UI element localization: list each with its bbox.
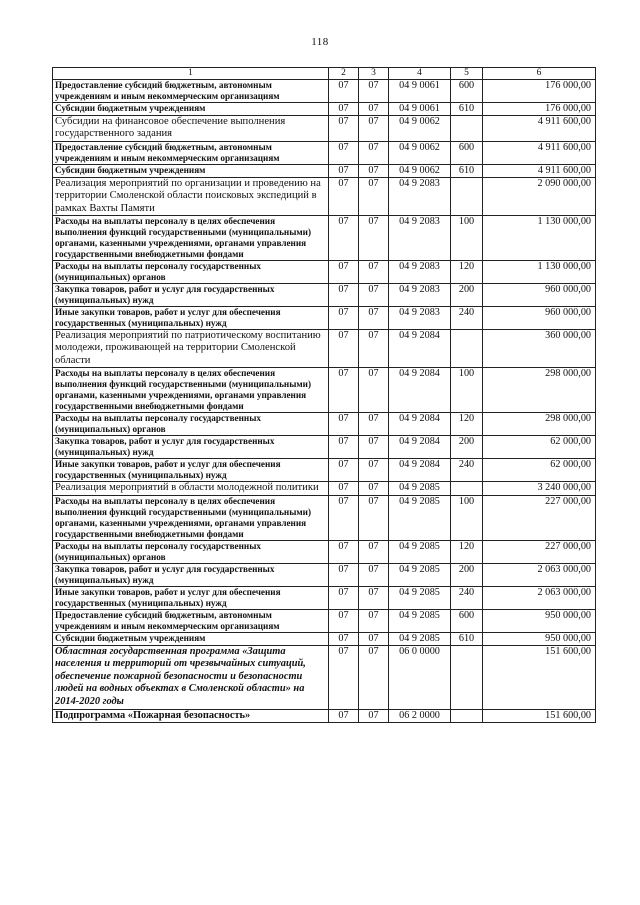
row-subsection-cell: 07 <box>359 482 389 495</box>
row-section-cell: 07 <box>329 540 359 563</box>
row-section-cell: 07 <box>329 709 359 722</box>
row-subsection-cell: 07 <box>359 540 389 563</box>
row-name-cell: Иные закупки товаров, работ и услуг для обеспечения государственных (муниципальных) нужд <box>53 307 329 330</box>
row-section-cell: 07 <box>329 609 359 632</box>
row-name-cell: Расходы на выплаты персоналу в целях обеспечения выполнения функций государственными (муниципальными) органами, казенными учреждениями, органами управления государственными внебюджетными фондами <box>53 216 329 261</box>
row-expense-type-cell <box>451 177 483 215</box>
row-subsection-cell: 07 <box>359 563 389 586</box>
row-target-article-cell: 04 9 2083 <box>389 307 451 330</box>
row-section-cell: 07 <box>329 495 359 540</box>
row-amount-cell: 2 063 000,00 <box>483 563 596 586</box>
row-amount-cell: 227 000,00 <box>483 540 596 563</box>
row-section-cell: 07 <box>329 482 359 495</box>
table-row <box>53 495 596 540</box>
row-amount-cell: 151 600,00 <box>483 645 596 709</box>
row-target-article-cell: 04 9 2085 <box>389 563 451 586</box>
row-amount-cell: 62 000,00 <box>483 436 596 459</box>
row-amount-cell: 1 130 000,00 <box>483 261 596 284</box>
row-section-cell: 07 <box>329 177 359 215</box>
row-subsection-cell: 07 <box>359 413 389 436</box>
row-amount-cell: 2 063 000,00 <box>483 586 596 609</box>
header-cell: 2 <box>329 68 359 80</box>
row-amount-cell: 62 000,00 <box>483 459 596 482</box>
row-subsection-cell: 07 <box>359 177 389 215</box>
row-expense-type-cell: 240 <box>451 586 483 609</box>
row-section-cell: 07 <box>329 116 359 142</box>
row-amount-cell: 950 000,00 <box>483 609 596 632</box>
header-cell: 1 <box>53 68 329 80</box>
row-expense-type-cell <box>451 645 483 709</box>
row-amount-cell: 960 000,00 <box>483 284 596 307</box>
row-expense-type-cell: 120 <box>451 413 483 436</box>
table-row <box>53 177 596 215</box>
table-row <box>53 307 596 330</box>
table-row <box>53 330 596 368</box>
row-subsection-cell: 07 <box>359 284 389 307</box>
row-amount-cell: 950 000,00 <box>483 632 596 645</box>
page-number: 118 <box>311 36 329 48</box>
row-section-cell: 07 <box>329 632 359 645</box>
table-row <box>53 436 596 459</box>
row-subsection-cell: 07 <box>359 632 389 645</box>
row-name-cell: Расходы на выплаты персоналу государственных (муниципальных) органов <box>53 261 329 284</box>
row-name-cell: Расходы на выплаты персоналу в целях обеспечения выполнения функций государственными (муниципальными) органами, казенными учреждениями, органами управления государственными внебюджетными фондами <box>53 495 329 540</box>
row-name-cell: Предоставление субсидий бюджетным, автономным учреждениям и иным некоммерческим организациям <box>53 80 329 103</box>
row-section-cell: 07 <box>329 284 359 307</box>
row-target-article-cell: 06 2 0000 <box>389 709 451 722</box>
table-row <box>53 632 596 645</box>
row-target-article-cell: 04 9 2085 <box>389 609 451 632</box>
row-amount-cell: 298 000,00 <box>483 368 596 413</box>
row-section-cell: 07 <box>329 330 359 368</box>
row-name-cell: Субсидии бюджетным учреждениям <box>53 164 329 177</box>
row-amount-cell: 1 130 000,00 <box>483 216 596 261</box>
row-expense-type-cell: 600 <box>451 141 483 164</box>
row-expense-type-cell: 100 <box>451 495 483 540</box>
row-target-article-cell: 04 9 2083 <box>389 284 451 307</box>
table-row <box>53 261 596 284</box>
header-cell: 4 <box>389 68 451 80</box>
row-target-article-cell: 04 9 2085 <box>389 632 451 645</box>
row-expense-type-cell: 200 <box>451 436 483 459</box>
table-row <box>53 482 596 495</box>
row-subsection-cell: 07 <box>359 330 389 368</box>
row-target-article-cell: 04 9 0062 <box>389 116 451 142</box>
row-target-article-cell: 04 9 2083 <box>389 177 451 215</box>
table-row <box>53 586 596 609</box>
row-section-cell: 07 <box>329 307 359 330</box>
row-expense-type-cell: 200 <box>451 284 483 307</box>
row-subsection-cell: 07 <box>359 586 389 609</box>
row-name-cell: Субсидии бюджетным учреждениям <box>53 632 329 645</box>
row-subsection-cell: 07 <box>359 164 389 177</box>
row-expense-type-cell: 600 <box>451 609 483 632</box>
row-name-cell: Предоставление субсидий бюджетным, автономным учреждениям и иным некоммерческим организациям <box>53 141 329 164</box>
row-expense-type-cell: 610 <box>451 164 483 177</box>
row-name-cell: Закупка товаров, работ и услуг для государственных (муниципальных) нужд <box>53 284 329 307</box>
row-expense-type-cell: 100 <box>451 368 483 413</box>
row-subsection-cell: 07 <box>359 436 389 459</box>
row-section-cell: 07 <box>329 261 359 284</box>
row-amount-cell: 2 090 000,00 <box>483 177 596 215</box>
row-name-cell: Предоставление субсидий бюджетным, автономным учреждениям и иным некоммерческим организациям <box>53 609 329 632</box>
row-target-article-cell: 04 9 0062 <box>389 141 451 164</box>
table-row <box>53 540 596 563</box>
row-name-cell: Закупка товаров, работ и услуг для государственных (муниципальных) нужд <box>53 563 329 586</box>
row-section-cell: 07 <box>329 103 359 116</box>
table-row <box>53 459 596 482</box>
row-name-cell: Подпрограмма «Пожарная безопасность» <box>53 709 329 722</box>
row-subsection-cell: 07 <box>359 103 389 116</box>
row-target-article-cell: 04 9 2084 <box>389 413 451 436</box>
row-section-cell: 07 <box>329 216 359 261</box>
row-target-article-cell: 04 9 2084 <box>389 436 451 459</box>
row-expense-type-cell: 240 <box>451 459 483 482</box>
row-section-cell: 07 <box>329 459 359 482</box>
row-name-cell: Расходы на выплаты персоналу государственных (муниципальных) органов <box>53 413 329 436</box>
row-target-article-cell: 04 9 2083 <box>389 216 451 261</box>
row-section-cell: 07 <box>329 141 359 164</box>
row-expense-type-cell: 610 <box>451 103 483 116</box>
row-name-cell: Иные закупки товаров, работ и услуг для обеспечения государственных (муниципальных) нужд <box>53 586 329 609</box>
row-subsection-cell: 07 <box>359 80 389 103</box>
row-target-article-cell: 04 9 2083 <box>389 261 451 284</box>
row-expense-type-cell: 120 <box>451 540 483 563</box>
table-row <box>53 141 596 164</box>
row-expense-type-cell: 600 <box>451 80 483 103</box>
table-row <box>53 80 596 103</box>
row-subsection-cell: 07 <box>359 307 389 330</box>
row-amount-cell: 4 911 600,00 <box>483 116 596 142</box>
row-target-article-cell: 04 9 2085 <box>389 586 451 609</box>
row-expense-type-cell: 240 <box>451 307 483 330</box>
table-row <box>53 368 596 413</box>
table-row <box>53 709 596 722</box>
row-target-article-cell: 04 9 0061 <box>389 80 451 103</box>
row-subsection-cell: 07 <box>359 216 389 261</box>
table-row <box>53 563 596 586</box>
row-expense-type-cell <box>451 116 483 142</box>
row-target-article-cell: 04 9 2084 <box>389 368 451 413</box>
table-body <box>53 68 596 723</box>
row-subsection-cell: 07 <box>359 116 389 142</box>
table-header-row <box>53 68 596 80</box>
row-section-cell: 07 <box>329 164 359 177</box>
row-target-article-cell: 04 9 0061 <box>389 103 451 116</box>
row-amount-cell: 960 000,00 <box>483 307 596 330</box>
row-amount-cell: 176 000,00 <box>483 80 596 103</box>
row-target-article-cell: 04 9 2084 <box>389 459 451 482</box>
row-target-article-cell: 04 9 0062 <box>389 164 451 177</box>
row-subsection-cell: 07 <box>359 609 389 632</box>
row-expense-type-cell: 610 <box>451 632 483 645</box>
row-amount-cell: 3 240 000,00 <box>483 482 596 495</box>
row-section-cell: 07 <box>329 645 359 709</box>
row-name-cell: Закупка товаров, работ и услуг для государственных (муниципальных) нужд <box>53 436 329 459</box>
row-subsection-cell: 07 <box>359 261 389 284</box>
row-subsection-cell: 07 <box>359 645 389 709</box>
row-expense-type-cell <box>451 709 483 722</box>
table-row <box>53 413 596 436</box>
row-name-cell: Расходы на выплаты персоналу в целях обеспечения выполнения функций государственными (муниципальными) органами, казенными учреждениями, органами управления государственными внебюджетными фондами <box>53 368 329 413</box>
row-target-article-cell: 06 0 0000 <box>389 645 451 709</box>
row-expense-type-cell: 100 <box>451 216 483 261</box>
row-name-cell: Реализация мероприятий по патриотическому воспитанию молодежи, проживающей на территории Смоленской области <box>53 330 329 368</box>
table-row <box>53 645 596 709</box>
table-row <box>53 216 596 261</box>
table-row <box>53 284 596 307</box>
row-subsection-cell: 07 <box>359 141 389 164</box>
header-cell: 3 <box>359 68 389 80</box>
row-name-cell: Субсидии на финансовое обеспечение выполнения государственного задания <box>53 116 329 142</box>
row-expense-type-cell: 200 <box>451 563 483 586</box>
row-target-article-cell: 04 9 2085 <box>389 495 451 540</box>
row-name-cell: Областная государственная программа «Защита населения и территорий от чрезвычайных ситуаций, обеспечение пожарной безопасности и безопасности людей на водных объектах в Смоленской области» на 2014-2020 годы <box>53 645 329 709</box>
header-cell: 6 <box>483 68 596 80</box>
row-name-cell: Расходы на выплаты персоналу государственных (муниципальных) органов <box>53 540 329 563</box>
row-target-article-cell: 04 9 2085 <box>389 482 451 495</box>
row-subsection-cell: 07 <box>359 368 389 413</box>
row-name-cell: Иные закупки товаров, работ и услуг для обеспечения государственных (муниципальных) нужд <box>53 459 329 482</box>
row-amount-cell: 151 600,00 <box>483 709 596 722</box>
row-section-cell: 07 <box>329 413 359 436</box>
row-amount-cell: 298 000,00 <box>483 413 596 436</box>
table-row <box>53 103 596 116</box>
row-expense-type-cell: 120 <box>451 261 483 284</box>
row-section-cell: 07 <box>329 436 359 459</box>
row-target-article-cell: 04 9 2084 <box>389 330 451 368</box>
row-name-cell: Реализация мероприятий по организации и проведению на территории Смоленской области поисковых экспедиций в рамках Вахты Памяти <box>53 177 329 215</box>
row-amount-cell: 227 000,00 <box>483 495 596 540</box>
row-section-cell: 07 <box>329 80 359 103</box>
table-row <box>53 609 596 632</box>
row-amount-cell: 176 000,00 <box>483 103 596 116</box>
row-name-cell: Субсидии бюджетным учреждениям <box>53 103 329 116</box>
budget-table <box>52 67 596 723</box>
row-target-article-cell: 04 9 2085 <box>389 540 451 563</box>
table-row <box>53 116 596 142</box>
row-amount-cell: 360 000,00 <box>483 330 596 368</box>
row-section-cell: 07 <box>329 586 359 609</box>
row-amount-cell: 4 911 600,00 <box>483 164 596 177</box>
row-name-cell: Реализация мероприятий в области молодежной политики <box>53 482 329 495</box>
row-amount-cell: 4 911 600,00 <box>483 141 596 164</box>
row-subsection-cell: 07 <box>359 495 389 540</box>
row-subsection-cell: 07 <box>359 709 389 722</box>
table-row <box>53 164 596 177</box>
header-cell: 5 <box>451 68 483 80</box>
row-section-cell: 07 <box>329 368 359 413</box>
row-section-cell: 07 <box>329 563 359 586</box>
row-expense-type-cell <box>451 330 483 368</box>
row-expense-type-cell <box>451 482 483 495</box>
row-subsection-cell: 07 <box>359 459 389 482</box>
